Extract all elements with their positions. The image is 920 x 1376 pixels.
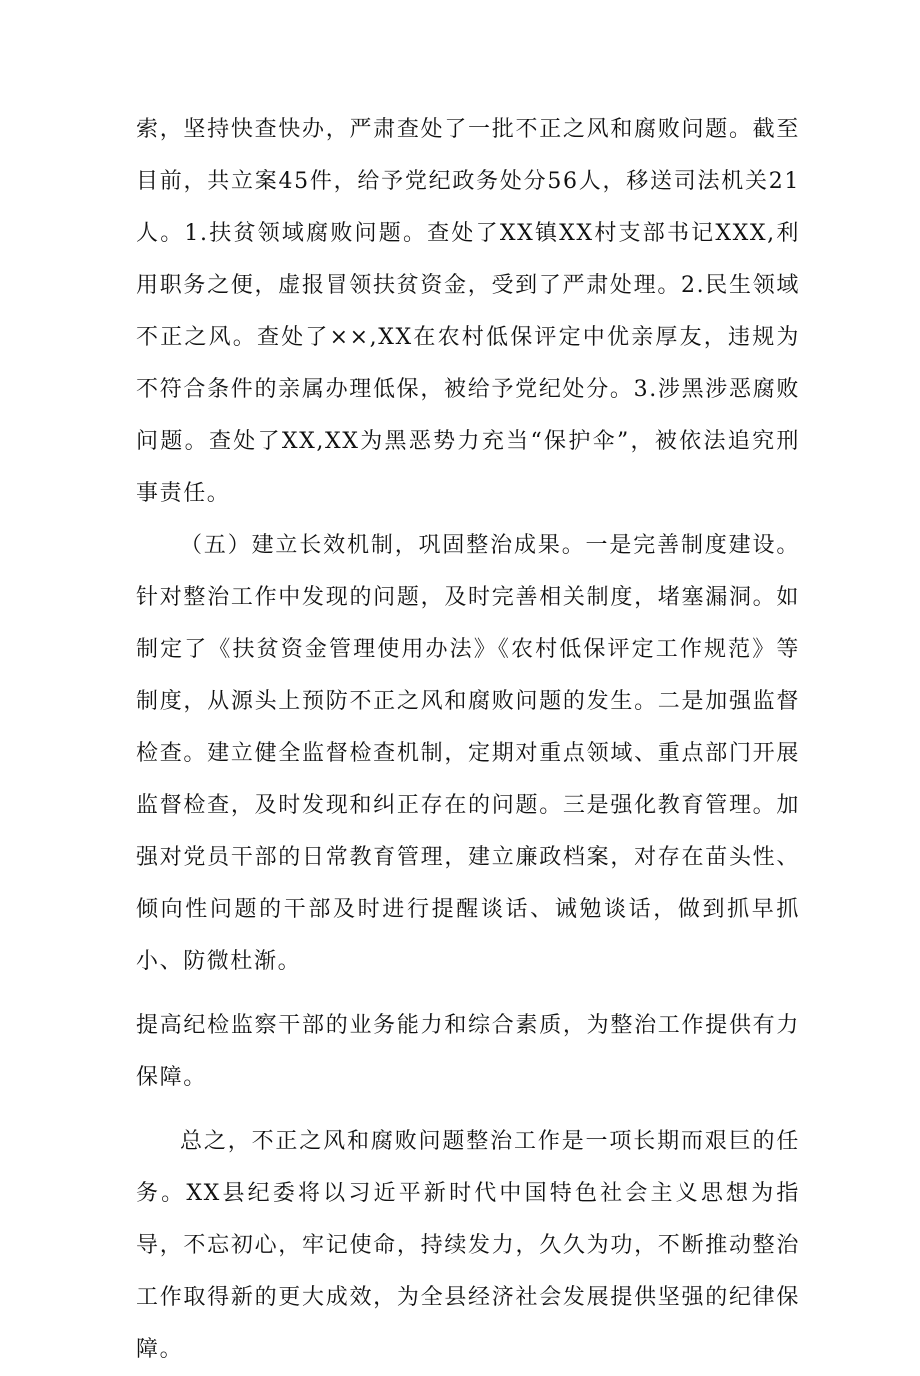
paragraph-long-term-mechanism: （五）建立长效机制，巩固整治成果。一是完善制度建设。针对整治工作中发现的问题，及时完善相关制度，堵塞漏洞。如制定了《扶贫资金管理使用办法》《农村低保评定工作规范》等制度，从源头上预防不正之风和腐败问题的发生。二是加强监督检查。建立健全监督检查机制，定期对重点领域、重点部门开展监督检查，及时发现和纠正存在的问题。三是强化教育管理。加强对党员干部的日常教育管理，建立廉政档案，对存在苗头性、倾向性问题的干部及时进行提醒谈话、诫勉谈话，做到抓早抓小、防微杜渐。 bbox=[136, 533, 800, 974]
paragraph-case-results: 索，坚持快查快办，严肃查处了一批不正之风和腐败问题。截至目前，共立案45件，给予党纪政务处分56人，移送司法机关21人。1.扶贫领域腐败问题。查处了XX镇XX村支部书记XXX,利用职务之便，虚报冒领扶贫资金，受到了严肃处理。2.民生领域不正之风。查处了××,XX在农村低保评定中优亲厚友，违规为不符合条件的亲属办理低保，被给予党纪处分。3.涉黑涉恶腐败问题。查处了XX,XX为黑恶势力充当“保护伞”，被依法追究刑事责任。 bbox=[136, 117, 800, 506]
paragraph-conclusion: 总之，不正之风和腐败问题整治工作是一项长期而艰巨的任务。XX县纪委将以习近平新时代中国特色社会主义思想为指导，不忘初心，牢记使命，持续发力，久久为功，不断推动整治工作取得新的更大成效，为全县经济社会发展提供坚强的纪律保障。 bbox=[136, 1129, 800, 1362]
document-body bbox=[136, 104, 800, 1376]
paragraph-cadre-capability: 提高纪检监察干部的业务能力和综合素质，为整治工作提供有力保障。 bbox=[136, 1013, 800, 1090]
